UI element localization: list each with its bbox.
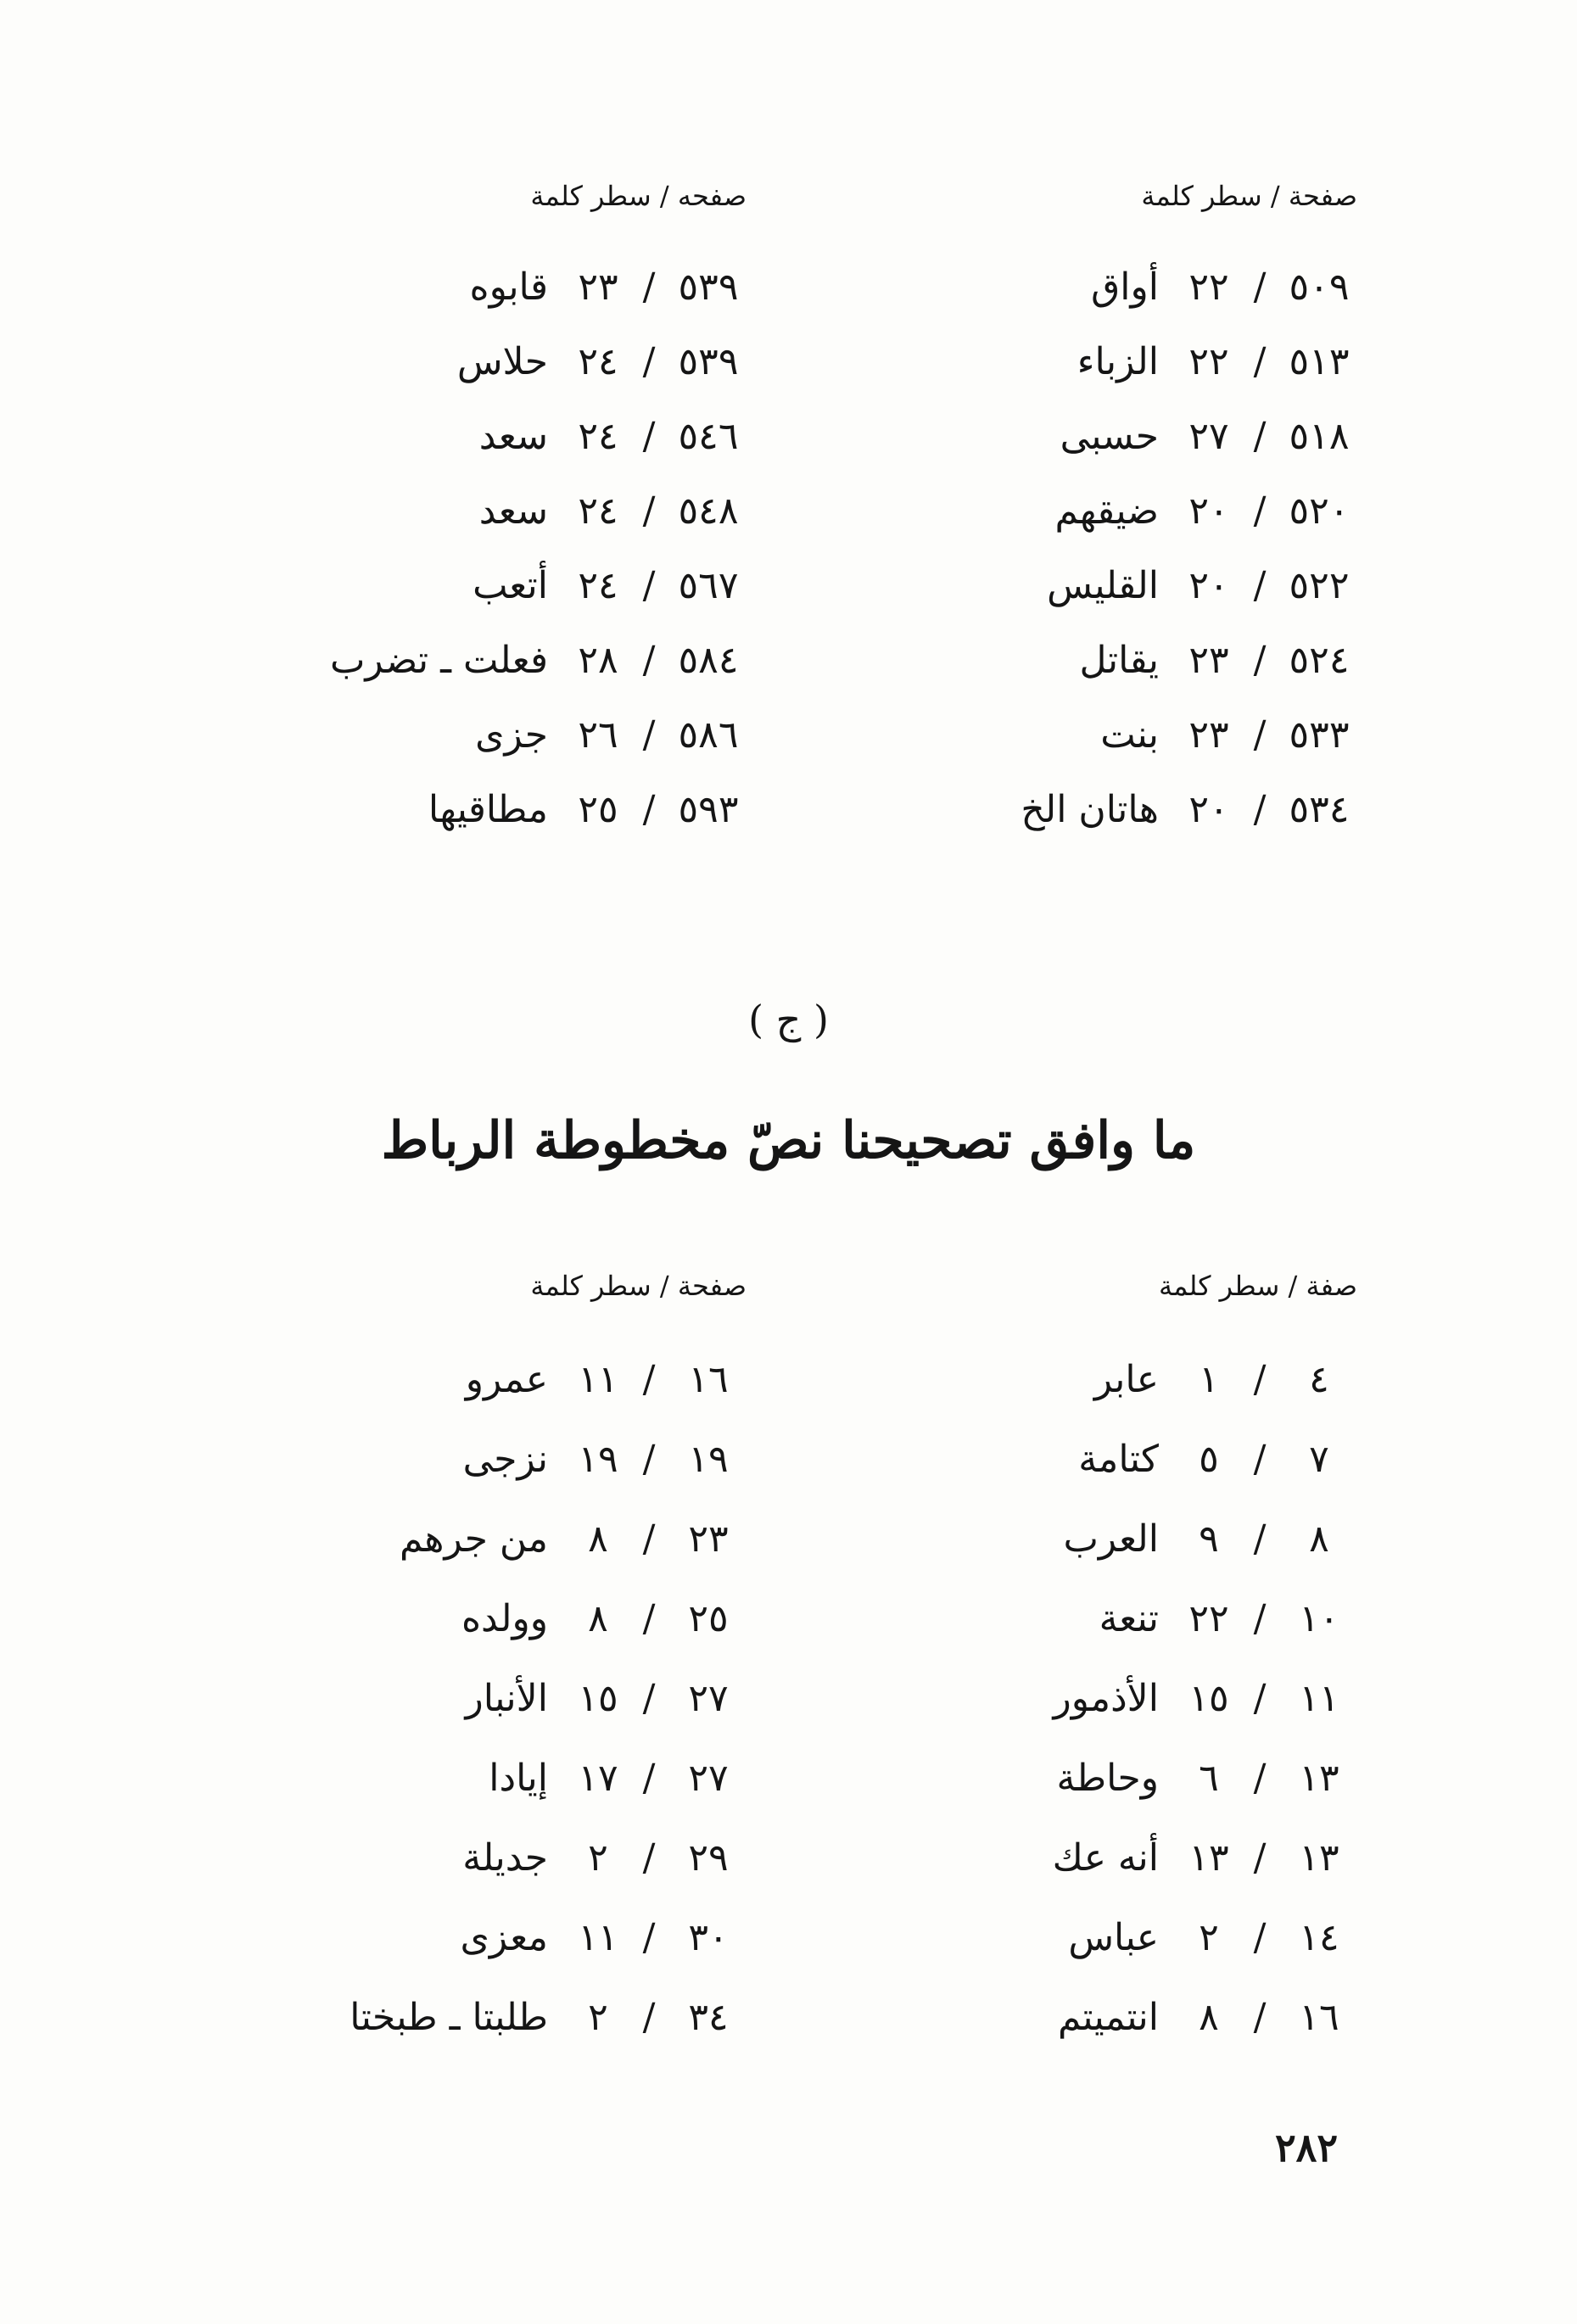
- entry-page-number: ٨: [1309, 1517, 1329, 1561]
- entry-word: سعد: [478, 489, 548, 533]
- entry-row: [959, 1978, 1357, 2058]
- entry-line-number: ٢٤: [578, 564, 618, 607]
- entry-page-number: ١٣: [1299, 1757, 1339, 1800]
- entry-line-number: ٨: [588, 1597, 608, 1640]
- entry-page-number: ٥٣٩: [678, 265, 739, 309]
- entry-word: قابوه: [469, 265, 548, 309]
- entry-row: [959, 399, 1357, 474]
- entry-row: [271, 1739, 747, 1818]
- bottom-right-column: [959, 1264, 1357, 2058]
- top-right-column: [959, 174, 1357, 847]
- entry-word: ضيقهم: [1054, 489, 1159, 533]
- entry-page-number: ٥٦٧: [678, 564, 739, 607]
- entry-page-number: ٥٢٢: [1289, 564, 1350, 607]
- entry-page-number: ٥١٨: [1289, 415, 1350, 458]
- column-header: صفحه / سطر كلمة: [530, 180, 747, 212]
- entry-page-number: ٥٣٩: [678, 340, 739, 383]
- entry-line-number: ٢٢: [1188, 1597, 1229, 1640]
- entry-word: بنت: [1100, 713, 1159, 757]
- entry-row: [959, 1579, 1357, 1659]
- entry-row: [959, 1340, 1357, 1420]
- page-number: ٢٨٢: [1274, 2125, 1339, 2170]
- entry-separator: /: [1253, 265, 1267, 309]
- entry-separator: /: [1253, 1836, 1267, 1880]
- entry-page-number: ٧: [1309, 1438, 1329, 1481]
- entry-row: [959, 250, 1357, 325]
- entry-line-number: ٥: [1199, 1438, 1219, 1481]
- entry-line-number: ٢٠: [1188, 788, 1229, 831]
- entry-row: [271, 1500, 747, 1579]
- entry-separator: /: [1253, 788, 1267, 831]
- entry-word: عابر: [1093, 1358, 1159, 1401]
- entry-word: هاتان الخ: [1021, 788, 1159, 831]
- entry-separator: /: [642, 639, 656, 682]
- entry-separator: /: [1253, 564, 1267, 607]
- entry-line-number: ١٩: [578, 1438, 618, 1481]
- entry-separator: /: [1253, 1996, 1267, 2039]
- entry-separator: /: [1253, 639, 1267, 682]
- entry-separator: /: [642, 1677, 656, 1720]
- entry-separator: /: [1253, 1677, 1267, 1720]
- entry-page-number: ٥٤٦: [678, 415, 739, 458]
- entry-separator: /: [642, 788, 656, 831]
- entry-separator: /: [642, 1916, 656, 1959]
- entry-row: [271, 549, 747, 623]
- entry-list: [959, 250, 1357, 847]
- entry-page-number: ٥٠٩: [1289, 265, 1350, 309]
- entry-page-number: ١٩: [688, 1438, 729, 1481]
- entry-separator: /: [642, 1517, 656, 1561]
- entry-word: انتميتم: [1057, 1996, 1159, 2039]
- entry-row: [959, 773, 1357, 847]
- entry-page-number: ٢٣: [688, 1517, 729, 1561]
- entry-page-number: ٥٨٦: [678, 713, 739, 757]
- entry-row: [959, 325, 1357, 399]
- entry-word: سعد: [478, 415, 548, 458]
- entry-word: الزباء: [1076, 340, 1159, 383]
- entry-row: [271, 1340, 747, 1420]
- entry-line-number: ٢٠: [1188, 489, 1229, 533]
- entry-row: [959, 549, 1357, 623]
- entry-separator: /: [1253, 415, 1267, 458]
- entry-page-number: ٢٥: [688, 1597, 729, 1640]
- entry-word: وولده: [461, 1597, 548, 1640]
- entry-page-number: ٢٧: [688, 1757, 729, 1800]
- entry-row: [271, 1420, 747, 1500]
- entry-row: [271, 1659, 747, 1739]
- entry-word: جزى: [475, 713, 548, 757]
- entry-separator: /: [642, 1996, 656, 2039]
- entry-line-number: ٢٣: [1188, 639, 1229, 682]
- entry-word: وحاطة: [1056, 1757, 1159, 1800]
- entry-page-number: ١٦: [688, 1358, 729, 1401]
- entry-word: عباس: [1068, 1916, 1159, 1959]
- entry-line-number: ٢٤: [578, 415, 618, 458]
- entry-row: [271, 1898, 747, 1978]
- entry-line-number: ١٥: [578, 1677, 618, 1720]
- entry-row: [959, 1739, 1357, 1818]
- entry-page-number: ٤: [1309, 1358, 1329, 1401]
- entry-separator: /: [642, 1438, 656, 1481]
- entry-word: طلبتا ـ طبختا: [350, 1996, 548, 2039]
- entry-line-number: ١١: [578, 1358, 618, 1401]
- entry-word: تنعة: [1099, 1597, 1159, 1640]
- entry-list: [271, 250, 747, 847]
- entry-word: من جرهم: [399, 1517, 548, 1561]
- entry-word: فعلت ـ تضرب: [330, 639, 548, 682]
- entry-page-number: ٥١٣: [1289, 340, 1350, 383]
- entry-line-number: ١١: [578, 1916, 618, 1959]
- entry-word: القليس: [1047, 564, 1159, 607]
- entry-row: [271, 474, 747, 549]
- entry-word: حسبى: [1060, 415, 1159, 458]
- entry-row: [271, 698, 747, 773]
- entry-row: [271, 1579, 747, 1659]
- entry-word: أنه عك: [1052, 1836, 1159, 1880]
- section-letter: ( ج ): [748, 997, 829, 1042]
- entry-line-number: ٢٧: [1188, 415, 1229, 458]
- column-header: صفحة / سطر كلمة: [530, 1270, 747, 1302]
- entry-separator: /: [642, 564, 656, 607]
- entry-page-number: ١١: [1299, 1677, 1339, 1720]
- entry-word: العرب: [1063, 1517, 1159, 1561]
- entry-word: أتعب: [473, 564, 548, 607]
- entry-separator: /: [1253, 1916, 1267, 1959]
- entry-separator: /: [642, 1757, 656, 1800]
- entry-row: [959, 1818, 1357, 1898]
- entry-separator: /: [1253, 1438, 1267, 1481]
- entry-line-number: ٦: [1199, 1757, 1219, 1800]
- entry-separator: /: [642, 415, 656, 458]
- entry-separator: /: [642, 1597, 656, 1640]
- entry-separator: /: [1253, 489, 1267, 533]
- entry-line-number: ٢٥: [578, 788, 618, 831]
- entry-page-number: ٢٩: [688, 1836, 729, 1880]
- entry-separator: /: [1253, 1358, 1267, 1401]
- entry-page-number: ٥٢٠: [1289, 489, 1350, 533]
- entry-page-number: ٥٣٣: [1289, 713, 1350, 757]
- entry-word: عمرو: [465, 1358, 548, 1401]
- entry-word: مطاقيها: [428, 788, 548, 831]
- entry-separator: /: [642, 489, 656, 533]
- entry-page-number: ١٠: [1299, 1597, 1339, 1640]
- entry-word: جديلة: [462, 1836, 548, 1880]
- entry-page-number: ٢٧: [688, 1677, 729, 1720]
- entry-separator: /: [642, 265, 656, 309]
- entry-separator: /: [642, 1358, 656, 1401]
- entry-separator: /: [1253, 340, 1267, 383]
- entry-line-number: ٩: [1199, 1517, 1219, 1561]
- top-left-column: [271, 174, 747, 847]
- entry-page-number: ٥٨٤: [678, 639, 739, 682]
- entry-separator: /: [642, 340, 656, 383]
- entry-page-number: ٣٤: [688, 1996, 729, 2039]
- entry-separator: /: [1253, 1517, 1267, 1561]
- entry-separator: /: [642, 1836, 656, 1880]
- entry-word: معزى: [460, 1916, 548, 1959]
- entry-row: [271, 250, 747, 325]
- entry-row: [959, 623, 1357, 698]
- entry-page-number: ٥٩٣: [678, 788, 739, 831]
- entry-line-number: ٢٦: [578, 713, 618, 757]
- entry-line-number: ٢٤: [578, 340, 618, 383]
- entry-line-number: ١٣: [1188, 1836, 1229, 1880]
- entry-page-number: ١٦: [1299, 1996, 1339, 2039]
- entry-word: الأنبار: [465, 1677, 548, 1720]
- entry-row: [271, 325, 747, 399]
- entry-separator: /: [1253, 1757, 1267, 1800]
- entry-row: [959, 1420, 1357, 1500]
- entry-separator: /: [1253, 1597, 1267, 1640]
- entry-page-number: ١٣: [1299, 1836, 1339, 1880]
- entry-page-number: ١٤: [1299, 1916, 1339, 1959]
- entry-word: إيادا: [489, 1757, 548, 1800]
- entry-word: أواق: [1091, 265, 1159, 309]
- entry-row: [959, 1659, 1357, 1739]
- entry-page-number: ٥٤٨: [678, 489, 739, 533]
- entry-line-number: ٢٣: [1188, 713, 1229, 757]
- entry-page-number: ٥٢٤: [1289, 639, 1350, 682]
- entry-word: نزجى: [462, 1438, 548, 1481]
- entry-word: يقاتل: [1079, 639, 1159, 682]
- entry-word: كتامة: [1078, 1438, 1159, 1481]
- entry-row: [271, 623, 747, 698]
- entry-row: [271, 1818, 747, 1898]
- entry-line-number: ٢٢: [1188, 265, 1229, 309]
- entry-line-number: ٢: [588, 1996, 608, 2039]
- entry-line-number: ٢: [1199, 1916, 1219, 1959]
- entry-line-number: ٢٠: [1188, 564, 1229, 607]
- entry-word: الأذمور: [1053, 1677, 1159, 1720]
- entry-row: [271, 773, 747, 847]
- entry-page-number: ٥٣٤: [1289, 788, 1350, 831]
- entry-row: [271, 1978, 747, 2058]
- entry-row: [959, 1500, 1357, 1579]
- entry-separator: /: [1253, 713, 1267, 757]
- entry-line-number: ٢٨: [578, 639, 618, 682]
- column-header: صفحة / سطر كلمة: [1141, 180, 1357, 212]
- entry-line-number: ٨: [1199, 1996, 1219, 2039]
- entry-word: حلاس: [456, 340, 548, 383]
- entry-page-number: ٣٠: [688, 1916, 729, 1959]
- bottom-left-column: [271, 1264, 747, 2058]
- entry-line-number: ١٥: [1188, 1677, 1229, 1720]
- entry-list: [959, 1340, 1357, 2058]
- entry-row: [959, 1898, 1357, 1978]
- entry-row: [959, 698, 1357, 773]
- entry-line-number: ٢: [588, 1836, 608, 1880]
- entry-list: [271, 1340, 747, 2058]
- entry-line-number: ١٧: [578, 1757, 618, 1800]
- column-header: صفة / سطر كلمة: [1158, 1270, 1357, 1302]
- entry-row: [271, 399, 747, 474]
- entry-line-number: ٢٣: [578, 265, 618, 309]
- entry-row: [959, 474, 1357, 549]
- section-title: ما وافق تصحيحنا نصّ مخطوطة الرباط: [381, 1111, 1196, 1170]
- entry-line-number: ٢٤: [578, 489, 618, 533]
- entry-separator: /: [642, 713, 656, 757]
- entry-line-number: ٨: [588, 1517, 608, 1561]
- entry-line-number: ١: [1199, 1358, 1219, 1401]
- entry-line-number: ٢٢: [1188, 340, 1229, 383]
